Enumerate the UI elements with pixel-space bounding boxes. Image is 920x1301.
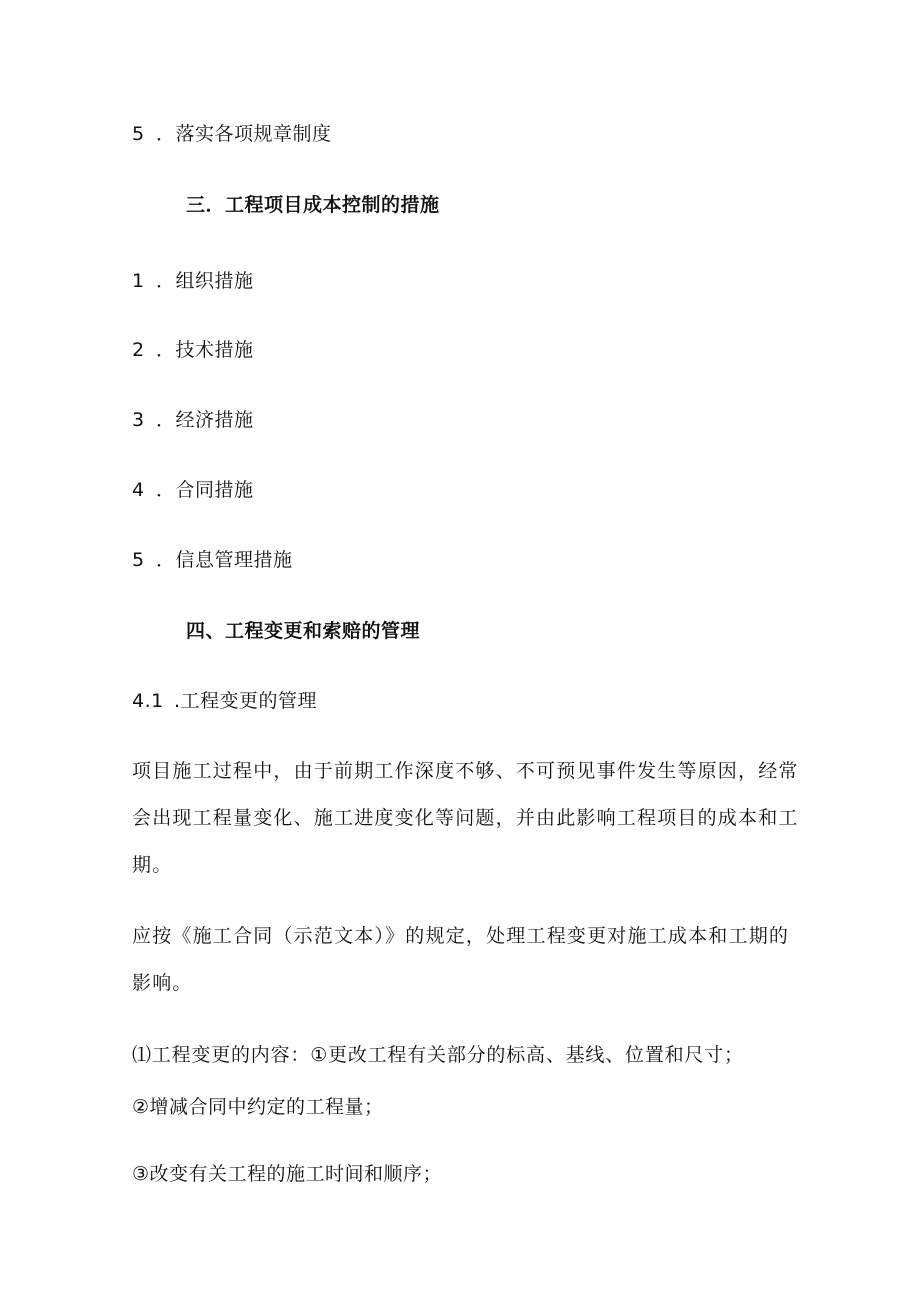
paragraph-1-line-2: 会出现工程量变化、施工进度变化等问题，并由此影响工程项目的成本和工: [132, 807, 799, 829]
list-number: 3: [132, 409, 145, 431]
list-item-text: ．经济措施: [156, 409, 254, 431]
paragraph-4-quantity: ②增减合同中约定的工程量；: [132, 1096, 384, 1118]
list-item-5-info: [132, 548, 293, 572]
list-item-text: ．落实各项规章制度: [156, 123, 332, 145]
subsection-number: 4.1: [132, 690, 164, 712]
list-item-4: [132, 478, 254, 502]
list-item-text: ．技术措施: [156, 339, 254, 361]
list-item-5-regulations: [132, 122, 332, 146]
list-item-1: [132, 269, 254, 293]
list-number: 1: [132, 270, 145, 292]
list-item-3: [132, 408, 254, 432]
list-number: 5: [132, 123, 145, 145]
list-item-text: ．组织措施: [156, 270, 254, 292]
list-number: 4: [132, 479, 145, 501]
paragraph-2-line-2: 影响。: [132, 972, 193, 994]
paragraph-1-line-1: 项目施工过程中，由于前期工作深度不够、不可预见事件发生等原因，经常: [132, 760, 799, 782]
list-item-text: ．合同措施: [156, 479, 254, 501]
paragraph-5-schedule: ③改变有关工程的施工时间和顺序；: [132, 1163, 443, 1185]
subsection-heading-4-1: [132, 689, 317, 713]
paragraph-1-line-3: 期。: [132, 854, 173, 876]
list-number: 5: [132, 549, 145, 571]
section-heading-3: 三．工程项目成本控制的措施: [186, 194, 440, 216]
subsection-title: .工程变更的管理: [174, 690, 318, 712]
list-item-text: ．信息管理措施: [156, 549, 293, 571]
list-number: 2: [132, 339, 145, 361]
list-item-2: [132, 338, 254, 362]
paragraph-2-line-1: 应按《施工合同（示范文本）》的规定，处理工程变更对施工成本和工期的: [132, 925, 790, 947]
paragraph-3-change-content: ⑴工程变更的内容：①更改工程有关部分的标高、基线、位置和尺寸；: [132, 1044, 744, 1066]
section-heading-4: 四、工程变更和索赔的管理: [186, 620, 421, 642]
